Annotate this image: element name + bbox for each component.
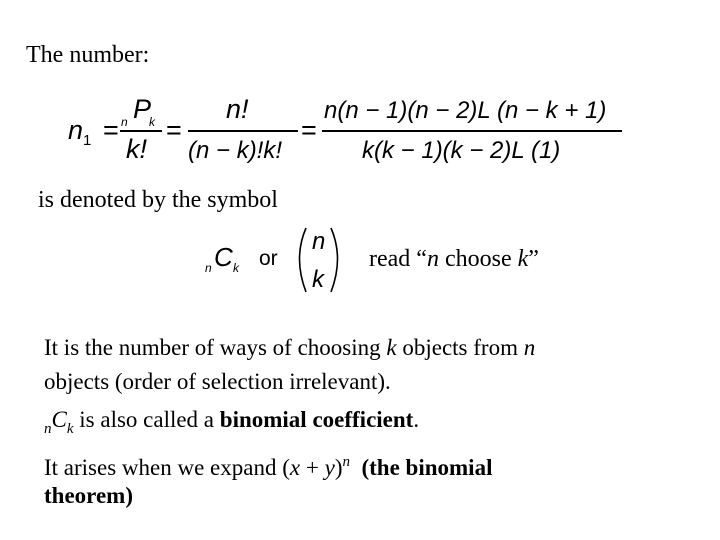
perm-symbol: P <box>133 94 152 124</box>
formula-eq-1: = <box>103 115 119 145</box>
read-as-k: k <box>517 246 529 272</box>
denoted-text: is denoted by the symbol <box>38 187 278 213</box>
binom-left-paren <box>300 228 307 292</box>
body-line1-a: It is the number of ways of choosing <box>44 335 387 360</box>
heading: The number: <box>26 42 150 68</box>
formula-eq-3: = <box>301 115 317 145</box>
frac3-den: k(k − 1)(k − 2)L (1) <box>362 137 561 164</box>
body-line3-end: . <box>413 407 420 432</box>
frac2-den: (n − k)!k! <box>188 137 283 164</box>
body-line4-plus: + <box>300 455 325 480</box>
binom-bottom: k <box>312 266 324 293</box>
body-line3-a: is also called a <box>73 407 220 432</box>
body-line1-n: n <box>523 335 536 360</box>
body-line-4 <box>44 446 492 484</box>
symbol-pre-sub: n <box>205 261 212 275</box>
formula-lhs-sub: 1 <box>83 132 92 149</box>
binomial-coefficient-term: binomial coefficient <box>219 407 414 432</box>
body-line4-y: y <box>324 455 335 480</box>
binom-right-paren <box>331 228 338 292</box>
frac3-num: n(n − 1)(n − 2)L (n − k + 1) <box>324 97 607 124</box>
body-line3-sub-k: k <box>66 421 74 437</box>
read-as-text <box>369 244 539 274</box>
binom-top: n <box>312 228 326 255</box>
perm-pre-sub: n <box>121 115 128 129</box>
read-as-mid: choose <box>438 246 518 272</box>
symbol-letter: C <box>214 242 233 272</box>
read-as-suffix: ” <box>528 246 539 272</box>
body-line3-C: C <box>51 407 67 432</box>
body-line3-sub-n: n <box>44 421 52 437</box>
body-line4-close: ) <box>334 455 343 480</box>
symbol-post-sub: k <box>233 261 239 275</box>
body-line-1 <box>44 332 535 364</box>
body-line1-k: k <box>386 335 397 360</box>
formula-lhs-var: n <box>68 115 84 145</box>
body-line4-x: x <box>289 455 301 480</box>
body-line4-sup: n <box>342 454 350 470</box>
body-line-5: theorem) <box>44 483 133 508</box>
body-line-2: objects (order of selection irrelevant). <box>44 369 391 394</box>
body-line1-b: objects from <box>396 335 524 360</box>
body-line4-a: It arises when we expand ( <box>44 455 290 480</box>
frac2-num: n! <box>226 94 249 124</box>
body-line4-bold: (the binomial <box>349 455 493 480</box>
body-line-3 <box>44 404 419 445</box>
symbol-or: or <box>259 247 278 270</box>
formula-eq-2: = <box>166 115 182 145</box>
read-as-n: n <box>426 246 439 272</box>
read-as-prefix: read “ <box>369 246 427 272</box>
frac1-den: k! <box>126 134 148 164</box>
perm-post-sub: k <box>149 115 155 129</box>
